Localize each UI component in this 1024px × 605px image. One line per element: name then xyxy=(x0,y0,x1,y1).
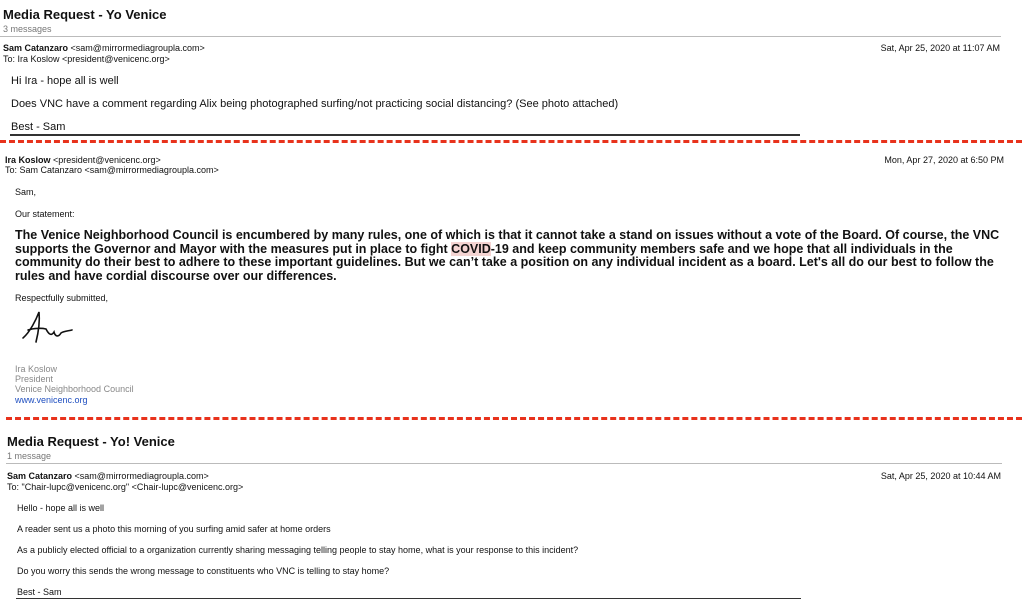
msg1-line-1: Hi Ira - hope all is well xyxy=(11,75,119,87)
statement-part-1: The Venice Neighborhood Council is encumbered by many rules, one of which is that it cannot take a stand on issues without a vote of the Board. Of course, the VNC supports the Governor and Mayor with the measures put in place to fight xyxy=(15,228,1000,256)
thread2-count: 1 message xyxy=(7,451,52,461)
msg3-line-2: A reader sent us a photo this morning of you surfing amid safer at home orders xyxy=(17,524,331,534)
msg2-from-name: Ira Koslow xyxy=(5,155,51,165)
thread1-count: 3 messages xyxy=(3,24,52,34)
msg1-date: Sat, Apr 25, 2020 at 11:07 AM xyxy=(880,43,1000,53)
thread1-divider xyxy=(0,36,1001,37)
sig-website-link[interactable]: www.venicenc.org xyxy=(15,395,88,405)
sig-name: Ira Koslow xyxy=(15,364,58,374)
sig-title: President xyxy=(15,374,54,384)
statement-part-2: -19 and keep community members safe and we hope that all individuals in the community do their best to adhere to these important guidelines. But we can’t take a position on any individual incident as a board. Let's all do our best to follow the rules and have cordial discourse over our differences. xyxy=(15,241,994,283)
msg1-line-2: Does VNC have a comment regarding Alix being photographed surfing/not practicing social distancing? (See photo attached) xyxy=(11,98,619,110)
thread2-subject: Media Request - Yo! Venice xyxy=(7,434,175,449)
msg2-from-email[interactable]: <president@venicenc.org> xyxy=(53,155,161,165)
msg3-date: Sat, Apr 25, 2020 at 10:44 AM xyxy=(880,471,1001,481)
msg1-from-name: Sam Catanzaro xyxy=(3,43,69,53)
msg2-statement xyxy=(15,229,1000,283)
msg3-line-3: As a publicly elected official to a organization currently sharing messaging telling people to stay home, what is your response to this incident? xyxy=(17,545,579,555)
msg2-intro: Our statement: xyxy=(15,209,75,219)
msg3-from-email[interactable]: <sam@mirrormediagroupla.com> xyxy=(74,471,209,481)
msg2-closing: Respectfully submitted, xyxy=(15,293,109,303)
sig-org: Venice Neighborhood Council xyxy=(15,384,134,394)
msg2-from xyxy=(5,155,161,165)
msg3-underline xyxy=(16,598,801,599)
thread2-divider xyxy=(6,463,1002,464)
msg3-from xyxy=(7,471,209,481)
msg1-from-email[interactable]: <sam@mirrormediagroupla.com> xyxy=(70,43,205,53)
msg3-to: To: "Chair-lupc@venicenc.org" <Chair-lupc@venicenc.org> xyxy=(7,482,244,492)
msg1-line-3: Best - Sam xyxy=(11,121,66,133)
thread1-subject: Media Request - Yo Venice xyxy=(3,7,167,22)
signature-block xyxy=(15,364,134,394)
covid-highlight: COVID xyxy=(451,241,491,256)
cut-line-2 xyxy=(6,417,1022,420)
msg3-line-5: Best - Sam xyxy=(17,587,62,597)
msg1-from xyxy=(3,43,205,53)
msg1-to: To: Ira Koslow <president@venicenc.org> xyxy=(3,54,170,64)
signature-mark xyxy=(18,308,78,348)
msg2-to: To: Sam Catanzaro <sam@mirrormediagroupla.com> xyxy=(5,165,219,175)
msg2-greeting: Sam, xyxy=(15,187,37,197)
msg1-underline xyxy=(10,134,800,136)
cut-line-1 xyxy=(0,140,1022,143)
msg3-line-1: Hello - hope all is well xyxy=(17,503,105,513)
msg3-from-name: Sam Catanzaro xyxy=(7,471,73,481)
msg2-date: Mon, Apr 27, 2020 at 6:50 PM xyxy=(884,155,1004,165)
msg3-line-4: Do you worry this sends the wrong message to constituents who VNC is telling to stay home? xyxy=(17,566,390,576)
